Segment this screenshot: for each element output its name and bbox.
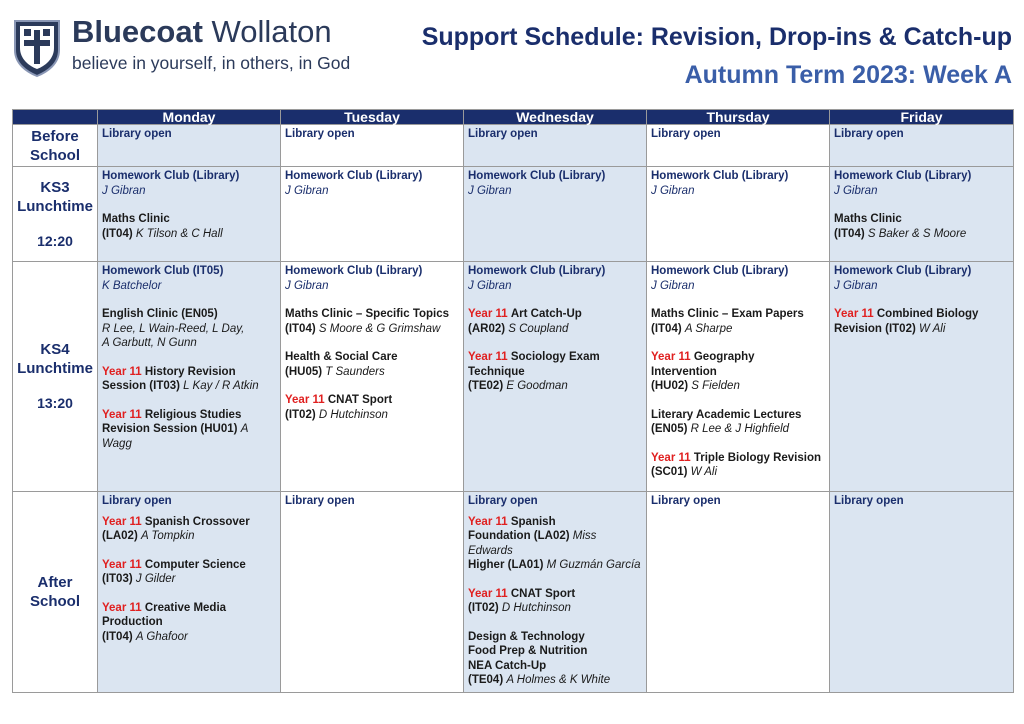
table-row bbox=[13, 167, 1014, 262]
day-header: Thursday bbox=[647, 110, 830, 125]
cell-ks3-tuesday: Homework Club (Library) J Gibran bbox=[281, 167, 464, 262]
school-motto: believe in yourself, in others, in God bbox=[72, 53, 351, 73]
school-name: Bluecoat Wollaton bbox=[72, 14, 332, 49]
cell-after-monday: Library open Year 11 Spanish Crossover (LA02) A Tompkin Year 11 Computer Science (IT03) J Gilder Year 11 Creative Media Production (IT04) A Ghafoor bbox=[98, 492, 281, 693]
table-row bbox=[13, 492, 1014, 693]
cell-after-friday: Library open bbox=[830, 492, 1014, 693]
row-header-after-school: After School bbox=[13, 492, 98, 693]
cell-after-wednesday: Library open Year 11 Spanish Foundation (LA02) Miss Edwards Higher (LA01) M Guzmán García Year 11 CNAT Sport (IT02) D Hutchinson Design & Technology Food Prep & Nutrition NEA Catch-Up (TE04) A Holmes & K White bbox=[464, 492, 647, 693]
school-crest-icon bbox=[12, 18, 62, 78]
cell-ks4-wednesday: Homework Club (Library) J Gibran Year 11 Art Catch-Up (AR02) S Coupland Year 11 Sociology Exam Technique (TE02) E Goodman bbox=[464, 262, 647, 492]
cell-ks3-friday: Homework Club (Library) J Gibran Maths Clinic (IT04) S Baker & S Moore bbox=[830, 167, 1014, 262]
cell-ks4-thursday: Homework Club (Library) J Gibran Maths Clinic – Exam Papers (IT04) A Sharpe Year 11 Geography Intervention (HU02) S Fielden Literary Academic Lectures (EN05) R Lee & J Highfield Year 11 Triple Biology Revision (SC01) W Ali bbox=[647, 262, 830, 492]
cell-after-thursday: Library open bbox=[647, 492, 830, 693]
cell-before-wednesday: Library open bbox=[464, 125, 647, 167]
row-header-ks4-lunchtime: KS4 Lunchtime 13:20 bbox=[13, 262, 98, 492]
day-header: Monday bbox=[98, 110, 281, 125]
row-header-before-school: Before School bbox=[13, 125, 98, 167]
cell-ks3-monday: Homework Club (Library) J Gibran Maths Clinic (IT04) K Tilson & C Hall bbox=[98, 167, 281, 262]
cell-before-friday: Library open bbox=[830, 125, 1014, 167]
cell-ks4-tuesday: Homework Club (Library) J Gibran Maths Clinic – Specific Topics (IT04) S Moore & G Grimshaw Health & Social Care (HU05) T Saunders Year 11 CNAT Sport (IT02) D Hutchinson bbox=[281, 262, 464, 492]
cell-after-tuesday: Library open bbox=[281, 492, 464, 693]
table-row bbox=[13, 125, 1014, 167]
page-subtitle: Autumn Term 2023: Week A bbox=[684, 61, 1012, 89]
schedule-table bbox=[12, 109, 1014, 693]
corner-cell bbox=[13, 110, 98, 125]
cell-ks4-friday: Homework Club (Library) J Gibran Year 11 Combined Biology Revision (IT02) W Ali bbox=[830, 262, 1014, 492]
cell-before-tuesday: Library open bbox=[281, 125, 464, 167]
page-header bbox=[0, 0, 1024, 100]
day-header: Tuesday bbox=[281, 110, 464, 125]
page-title: Support Schedule: Revision, Drop-ins & Catch-up bbox=[421, 23, 1012, 51]
table-header-row bbox=[13, 110, 1014, 125]
day-header: Friday bbox=[830, 110, 1014, 125]
cell-before-monday: Library open bbox=[98, 125, 281, 167]
row-header-ks3-lunchtime: KS3 Lunchtime 12:20 bbox=[13, 167, 98, 262]
day-header: Wednesday bbox=[464, 110, 647, 125]
table-row bbox=[13, 262, 1014, 492]
cell-before-thursday: Library open bbox=[647, 125, 830, 167]
cell-ks3-thursday: Homework Club (Library) J Gibran bbox=[647, 167, 830, 262]
cell-ks4-monday: Homework Club (IT05) K Batchelor English Clinic (EN05) R Lee, L Wain-Reed, L Day, A Garbutt, N Gunn Year 11 History Revision Session (IT03) L Kay / R Atkin Year 11 Religious Studies Revision Session (HU01) A Wagg bbox=[98, 262, 281, 492]
cell-ks3-wednesday: Homework Club (Library) J Gibran bbox=[464, 167, 647, 262]
